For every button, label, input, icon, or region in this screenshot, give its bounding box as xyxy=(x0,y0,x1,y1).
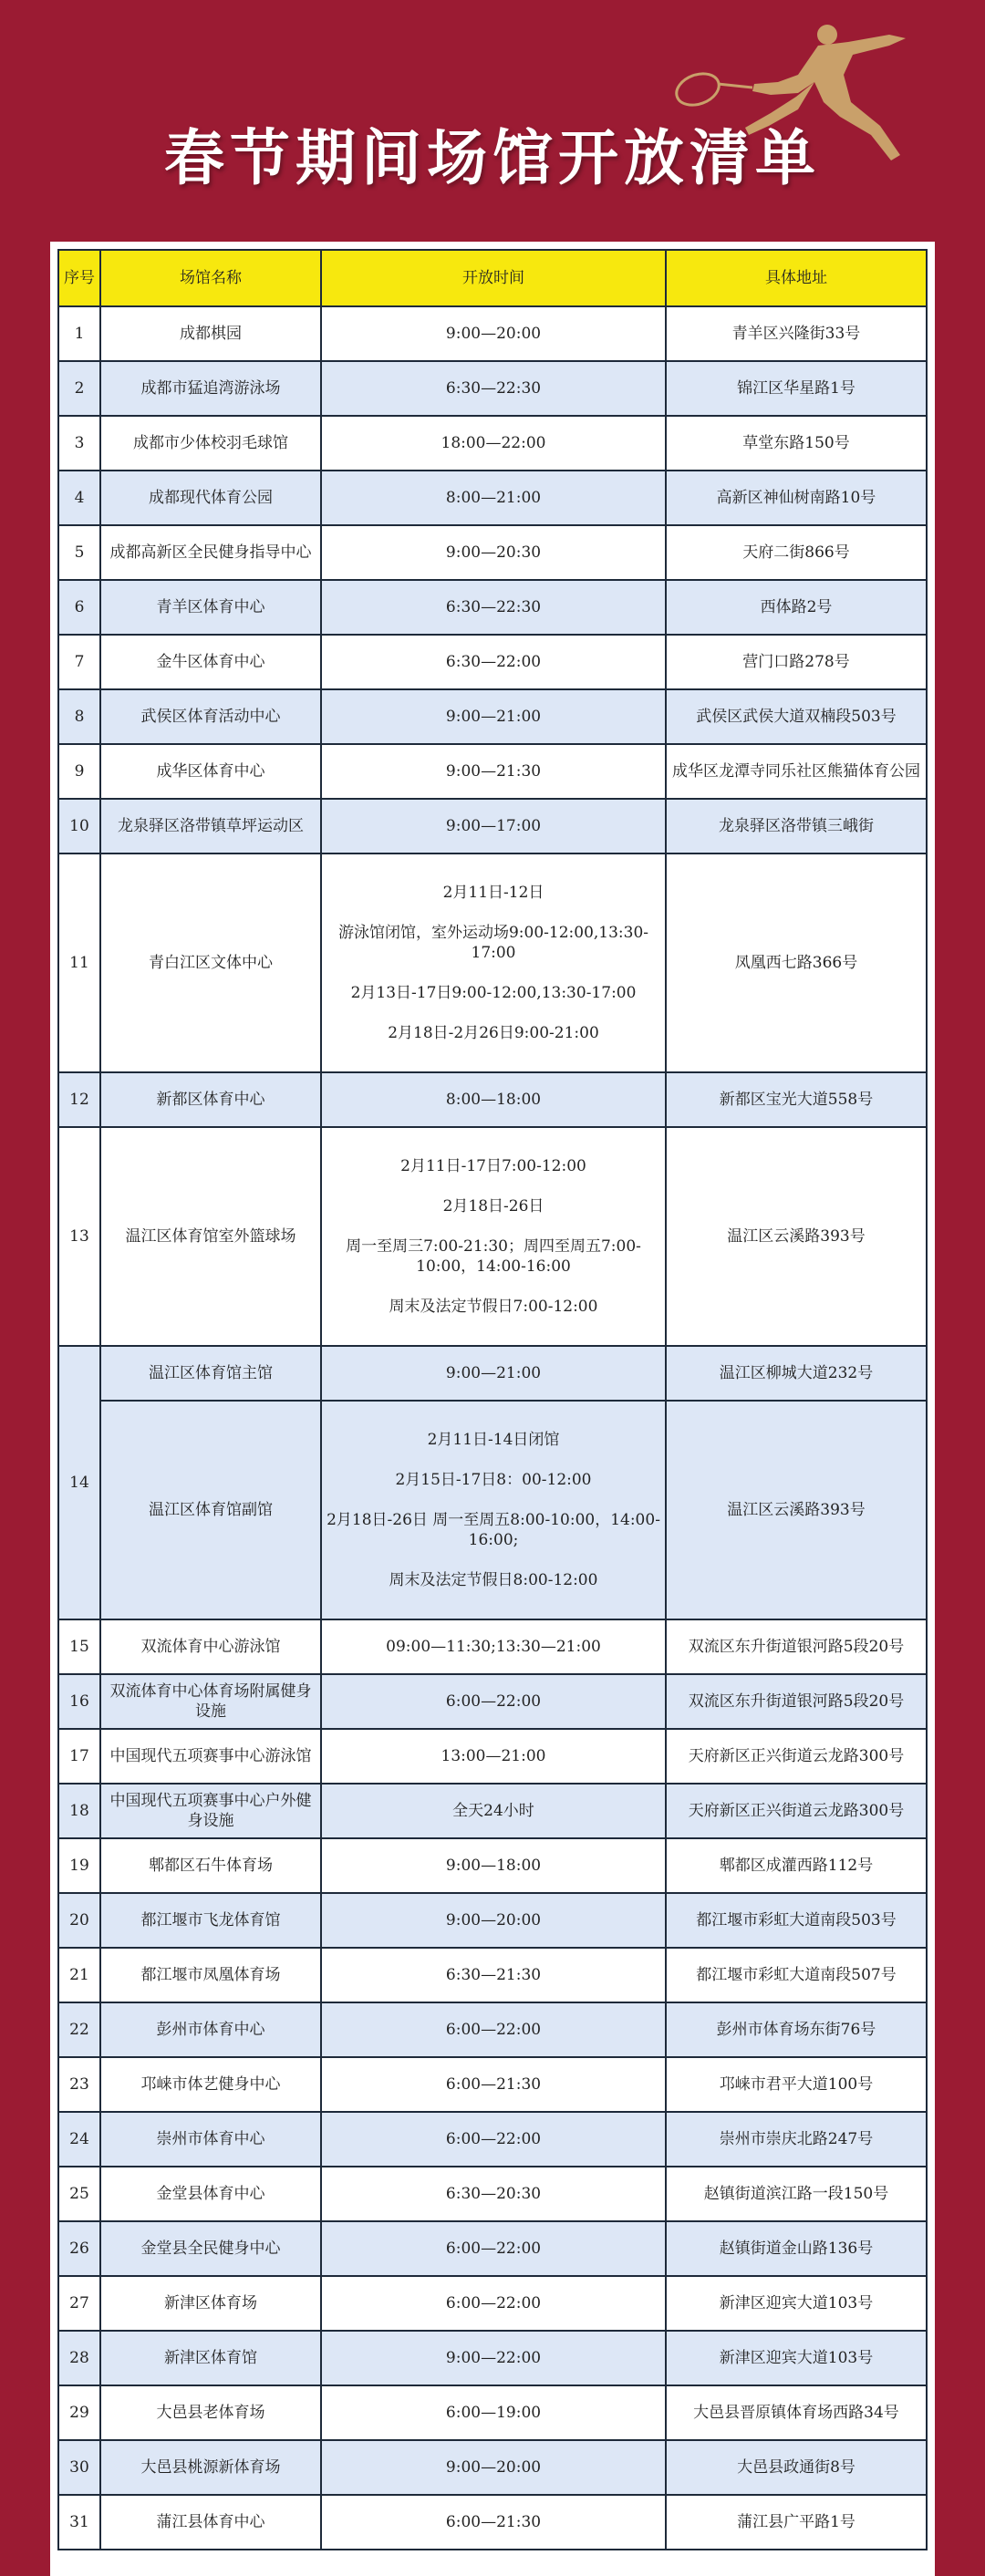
venue-name: 青羊区体育中心 xyxy=(100,580,321,635)
row-number: 29 xyxy=(58,2385,100,2440)
venue-address: 大邑县政通街8号 xyxy=(666,2440,927,2495)
row-number: 13 xyxy=(58,1127,100,1346)
opening-hours-line: 9:00—20:00 xyxy=(445,1911,542,1929)
opening-hours-line: 6:00—22:00 xyxy=(445,2130,542,2148)
table-row xyxy=(58,306,927,361)
opening-hours-line: 2月18日-26日 周一至周五8:00-10:00，14:00-16:00; xyxy=(327,1511,660,1549)
venue-name: 新津区体育馆 xyxy=(100,2331,321,2385)
venue-address: 温江区云溪路393号 xyxy=(666,1127,927,1346)
opening-hours-line: 6:00—22:00 xyxy=(445,2240,542,2258)
opening-hours xyxy=(321,2440,666,2495)
table-row xyxy=(58,1948,927,2002)
opening-hours-line xyxy=(326,1003,661,1023)
opening-hours-line: 6:00—22:00 xyxy=(445,1692,542,1711)
opening-hours xyxy=(321,2331,666,2385)
header-no: 序号 xyxy=(58,250,100,306)
row-number: 27 xyxy=(58,2276,100,2331)
opening-hours xyxy=(321,2221,666,2276)
row-number: 25 xyxy=(58,2167,100,2221)
opening-hours xyxy=(321,1127,666,1346)
row-number: 14 xyxy=(58,1346,100,1619)
opening-hours xyxy=(321,799,666,853)
venue-name: 成都市猛追湾游泳场 xyxy=(100,361,321,416)
venue-address: 成华区龙潭寺同乐社区熊猫体育公园 xyxy=(666,744,927,799)
venue-address: 营门口路278号 xyxy=(666,635,927,689)
venue-name: 青白江区文体中心 xyxy=(100,853,321,1072)
opening-hours xyxy=(321,2495,666,2550)
table-row xyxy=(58,799,927,853)
table-row xyxy=(58,2440,927,2495)
opening-hours-line xyxy=(326,1277,661,1297)
table-row xyxy=(58,2331,927,2385)
venue-address: 武侯区武侯大道双楠段503号 xyxy=(666,689,927,744)
opening-hours-line xyxy=(326,1490,661,1510)
row-number: 17 xyxy=(58,1729,100,1784)
opening-hours xyxy=(321,1346,666,1401)
row-number: 28 xyxy=(58,2331,100,2385)
venue-address: 草堂东路150号 xyxy=(666,416,927,471)
table-row xyxy=(58,2385,927,2440)
opening-hours-line: 2月11日-17日7:00-12:00 xyxy=(400,1157,586,1175)
venue-name: 金堂县全民健身中心 xyxy=(100,2221,321,2276)
opening-hours-line: 6:00—19:00 xyxy=(445,2404,542,2422)
opening-hours-line: 2月13日-17日9:00-12:00,13:30-17:00 xyxy=(350,984,637,1002)
table-row xyxy=(58,2002,927,2057)
opening-hours-line: 6:30—20:30 xyxy=(445,2185,542,2203)
table-row xyxy=(58,1401,927,1619)
opening-hours-line xyxy=(326,1550,661,1570)
row-number: 7 xyxy=(58,635,100,689)
row-number: 21 xyxy=(58,1948,100,2002)
venue-address: 赵镇街道金山路136号 xyxy=(666,2221,927,2276)
opening-hours xyxy=(321,580,666,635)
opening-hours xyxy=(321,744,666,799)
venue-name: 成都高新区全民健身指导中心 xyxy=(100,525,321,580)
venue-address: 蒲江县广平路1号 xyxy=(666,2495,927,2550)
venue-name: 双流体育中心体育场附属健身设施 xyxy=(100,1674,321,1729)
opening-hours-line: 9:00—21:30 xyxy=(445,762,542,781)
opening-hours xyxy=(321,2167,666,2221)
opening-hours xyxy=(321,1948,666,2002)
venue-address: 锦江区华星路1号 xyxy=(666,361,927,416)
opening-hours-line: 2月15日-17日8：00-12:00 xyxy=(395,1471,592,1489)
header-hours: 开放时间 xyxy=(321,250,666,306)
table-row xyxy=(58,689,927,744)
row-number: 30 xyxy=(58,2440,100,2495)
opening-hours-line: 09:00—11:30;13:30—21:00 xyxy=(386,1638,601,1656)
table-row xyxy=(58,2167,927,2221)
venue-name: 中国现代五项赛事中心游泳馆 xyxy=(100,1729,321,1784)
table-row xyxy=(58,1674,927,1729)
opening-hours-line: 6:30—22:30 xyxy=(445,598,542,616)
row-number: 1 xyxy=(58,306,100,361)
venue-name: 龙泉驿区洛带镇草坪运动区 xyxy=(100,799,321,853)
opening-hours xyxy=(321,1401,666,1619)
row-number: 9 xyxy=(58,744,100,799)
opening-hours xyxy=(321,416,666,471)
opening-hours-line: 周末及法定节假日8:00-12:00 xyxy=(389,1571,598,1589)
row-number: 11 xyxy=(58,853,100,1072)
opening-hours xyxy=(321,853,666,1072)
opening-hours xyxy=(321,1838,666,1893)
opening-hours-line: 9:00—21:00 xyxy=(445,708,542,726)
opening-hours-line: 9:00—20:00 xyxy=(445,2458,542,2477)
opening-hours xyxy=(321,2276,666,2331)
row-number: 12 xyxy=(58,1072,100,1127)
row-number: 31 xyxy=(58,2495,100,2550)
table-row xyxy=(58,580,927,635)
venue-address: 天府二街866号 xyxy=(666,525,927,580)
row-number: 5 xyxy=(58,525,100,580)
opening-hours xyxy=(321,2002,666,2057)
venue-name: 双流体育中心游泳馆 xyxy=(100,1619,321,1674)
venue-address: 新津区迎宾大道103号 xyxy=(666,2276,927,2331)
opening-hours-line: 游泳馆闭馆，室外运动场9:00-12:00,13:30-17:00 xyxy=(337,924,649,962)
row-number: 26 xyxy=(58,2221,100,2276)
venue-address: 郫都区成灌西路112号 xyxy=(666,1838,927,1893)
venue-address: 天府新区正兴街道云龙路300号 xyxy=(666,1784,927,1838)
page-title: 春节期间场馆开放清单 xyxy=(164,123,821,193)
venue-name: 郫都区石牛体育场 xyxy=(100,1838,321,1893)
venue-name: 新津区体育场 xyxy=(100,2276,321,2331)
row-number: 22 xyxy=(58,2002,100,2057)
table-row xyxy=(58,1619,927,1674)
opening-hours xyxy=(321,1893,666,1948)
row-number: 19 xyxy=(58,1838,100,1893)
opening-hours xyxy=(321,2385,666,2440)
opening-hours-line: 6:00—22:00 xyxy=(445,2021,542,2039)
venue-address: 双流区东升街道银河路5段20号 xyxy=(666,1674,927,1729)
opening-hours xyxy=(321,1072,666,1127)
venue-table-panel xyxy=(50,242,935,2576)
opening-hours-line xyxy=(326,963,661,983)
opening-hours-line: 9:00—21:00 xyxy=(445,1364,542,1382)
opening-hours xyxy=(321,1674,666,1729)
venue-name: 成都棋园 xyxy=(100,306,321,361)
table-row xyxy=(58,416,927,471)
table-row xyxy=(58,2221,927,2276)
opening-hours-line: 6:00—21:30 xyxy=(445,2513,542,2531)
venue-address: 彭州市体育场东街76号 xyxy=(666,2002,927,2057)
table-row xyxy=(58,2112,927,2167)
venue-name: 都江堰市凤凰体育场 xyxy=(100,1948,321,2002)
venue-address: 赵镇街道滨江路一段150号 xyxy=(666,2167,927,2221)
opening-hours-line: 18:00—22:00 xyxy=(441,434,546,452)
opening-hours-line: 6:30—22:30 xyxy=(445,379,542,398)
table-row xyxy=(58,1784,927,1838)
opening-hours-line: 2月18日-2月26日9:00-21:00 xyxy=(388,1024,599,1042)
venue-address: 青羊区兴隆街33号 xyxy=(666,306,927,361)
venue-address: 凤凰西七路366号 xyxy=(666,853,927,1072)
table-row xyxy=(58,1838,927,1893)
opening-hours xyxy=(321,2112,666,2167)
opening-hours-line: 8:00—18:00 xyxy=(445,1091,542,1109)
opening-hours-line: 2月18日-26日 xyxy=(442,1197,544,1216)
opening-hours xyxy=(321,1619,666,1674)
opening-hours-line: 2月11日-14日闭馆 xyxy=(427,1431,560,1449)
venue-name: 大邑县桃源新体育场 xyxy=(100,2440,321,2495)
opening-hours xyxy=(321,635,666,689)
row-number: 6 xyxy=(58,580,100,635)
header-address: 具体地址 xyxy=(666,250,927,306)
header-venue: 场馆名称 xyxy=(100,250,321,306)
venue-address: 崇州市崇庆北路247号 xyxy=(666,2112,927,2167)
table-row xyxy=(58,744,927,799)
venue-name: 蒲江县体育中心 xyxy=(100,2495,321,2550)
venue-address: 新都区宝光大道558号 xyxy=(666,1072,927,1127)
venue-address: 都江堰市彩虹大道南段503号 xyxy=(666,1893,927,1948)
opening-hours xyxy=(321,525,666,580)
row-number: 4 xyxy=(58,471,100,525)
venue-name: 武侯区体育活动中心 xyxy=(100,689,321,744)
venue-address: 温江区柳城大道232号 xyxy=(666,1346,927,1401)
venue-address: 邛崃市君平大道100号 xyxy=(666,2057,927,2112)
row-number: 16 xyxy=(58,1674,100,1729)
opening-hours xyxy=(321,361,666,416)
opening-hours-line: 周末及法定节假日7:00-12:00 xyxy=(389,1298,598,1316)
table-row xyxy=(58,361,927,416)
venue-name: 都江堰市飞龙体育馆 xyxy=(100,1893,321,1948)
table-row xyxy=(58,1893,927,1948)
opening-hours-line: 6:00—21:30 xyxy=(445,2075,542,2094)
venue-name: 新都区体育中心 xyxy=(100,1072,321,1127)
row-number: 10 xyxy=(58,799,100,853)
venue-address: 大邑县晋原镇体育场西路34号 xyxy=(666,2385,927,2440)
table-header-row xyxy=(58,250,927,306)
venue-address: 龙泉驿区洛带镇三峨街 xyxy=(666,799,927,853)
row-number: 24 xyxy=(58,2112,100,2167)
opening-hours xyxy=(321,306,666,361)
opening-hours-line: 9:00—18:00 xyxy=(445,1857,542,1875)
venue-address: 温江区云溪路393号 xyxy=(666,1401,927,1619)
row-number: 20 xyxy=(58,1893,100,1948)
venue-name: 成都市少体校羽毛球馆 xyxy=(100,416,321,471)
venue-name: 崇州市体育中心 xyxy=(100,2112,321,2167)
row-number: 3 xyxy=(58,416,100,471)
opening-hours-line: 9:00—20:30 xyxy=(445,543,542,562)
opening-hours-line: 2月11日-12日 xyxy=(442,884,544,902)
venue-name: 大邑县老体育场 xyxy=(100,2385,321,2440)
venue-address: 天府新区正兴街道云龙路300号 xyxy=(666,1729,927,1784)
venue-address: 新津区迎宾大道103号 xyxy=(666,2331,927,2385)
row-number: 15 xyxy=(58,1619,100,1674)
opening-hours-line xyxy=(326,1450,661,1470)
table-row xyxy=(58,2495,927,2550)
table-row xyxy=(58,2276,927,2331)
opening-hours-line: 6:30—21:30 xyxy=(445,1966,542,1984)
venue-name: 成都现代体育公园 xyxy=(100,471,321,525)
venue-name: 温江区体育馆室外篮球场 xyxy=(100,1127,321,1346)
opening-hours-line: 6:30—22:00 xyxy=(445,653,542,671)
opening-hours-line: 全天24小时 xyxy=(452,1802,534,1820)
table-row xyxy=(58,471,927,525)
table-row xyxy=(58,1072,927,1127)
opening-hours-line xyxy=(326,1176,661,1196)
opening-hours-line: 9:00—22:00 xyxy=(445,2349,542,2367)
opening-hours-line: 6:00—22:00 xyxy=(445,2294,542,2312)
table-row xyxy=(58,1346,927,1401)
opening-hours xyxy=(321,471,666,525)
venue-name: 金堂县体育中心 xyxy=(100,2167,321,2221)
opening-hours-line: 9:00—17:00 xyxy=(445,817,542,835)
venue-address: 双流区东升街道银河路5段20号 xyxy=(666,1619,927,1674)
opening-hours-line xyxy=(326,903,661,923)
table-row xyxy=(58,1729,927,1784)
row-number: 23 xyxy=(58,2057,100,2112)
venue-name: 成华区体育中心 xyxy=(100,744,321,799)
venue-address: 西体路2号 xyxy=(666,580,927,635)
venue-address: 都江堰市彩虹大道南段507号 xyxy=(666,1948,927,2002)
venue-name: 金牛区体育中心 xyxy=(100,635,321,689)
venue-name: 温江区体育馆主馆 xyxy=(100,1346,321,1401)
table-body xyxy=(58,306,927,2550)
venue-table xyxy=(57,249,928,2550)
opening-hours-line: 周一至周三7:00-21:30；周四至周五7:00-10:00，14:00-16:00 xyxy=(346,1237,641,1276)
opening-hours xyxy=(321,1784,666,1838)
opening-hours-line: 9:00—20:00 xyxy=(445,325,542,343)
venue-name: 彭州市体育中心 xyxy=(100,2002,321,2057)
table-row xyxy=(58,635,927,689)
row-number: 18 xyxy=(58,1784,100,1838)
opening-hours-line: 13:00—21:00 xyxy=(441,1747,546,1765)
table-row xyxy=(58,1127,927,1346)
page-header xyxy=(0,0,985,242)
table-row xyxy=(58,525,927,580)
venue-name: 邛崃市体艺健身中心 xyxy=(100,2057,321,2112)
venue-name: 温江区体育馆副馆 xyxy=(100,1401,321,1619)
row-number: 8 xyxy=(58,689,100,744)
opening-hours xyxy=(321,1729,666,1784)
table-row xyxy=(58,2057,927,2112)
venue-name: 中国现代五项赛事中心户外健身设施 xyxy=(100,1784,321,1838)
opening-hours xyxy=(321,689,666,744)
opening-hours-line xyxy=(326,1216,661,1236)
table-row xyxy=(58,853,927,1072)
opening-hours-line: 8:00—21:00 xyxy=(445,489,542,507)
row-number: 2 xyxy=(58,361,100,416)
opening-hours xyxy=(321,2057,666,2112)
venue-address: 高新区神仙树南路10号 xyxy=(666,471,927,525)
